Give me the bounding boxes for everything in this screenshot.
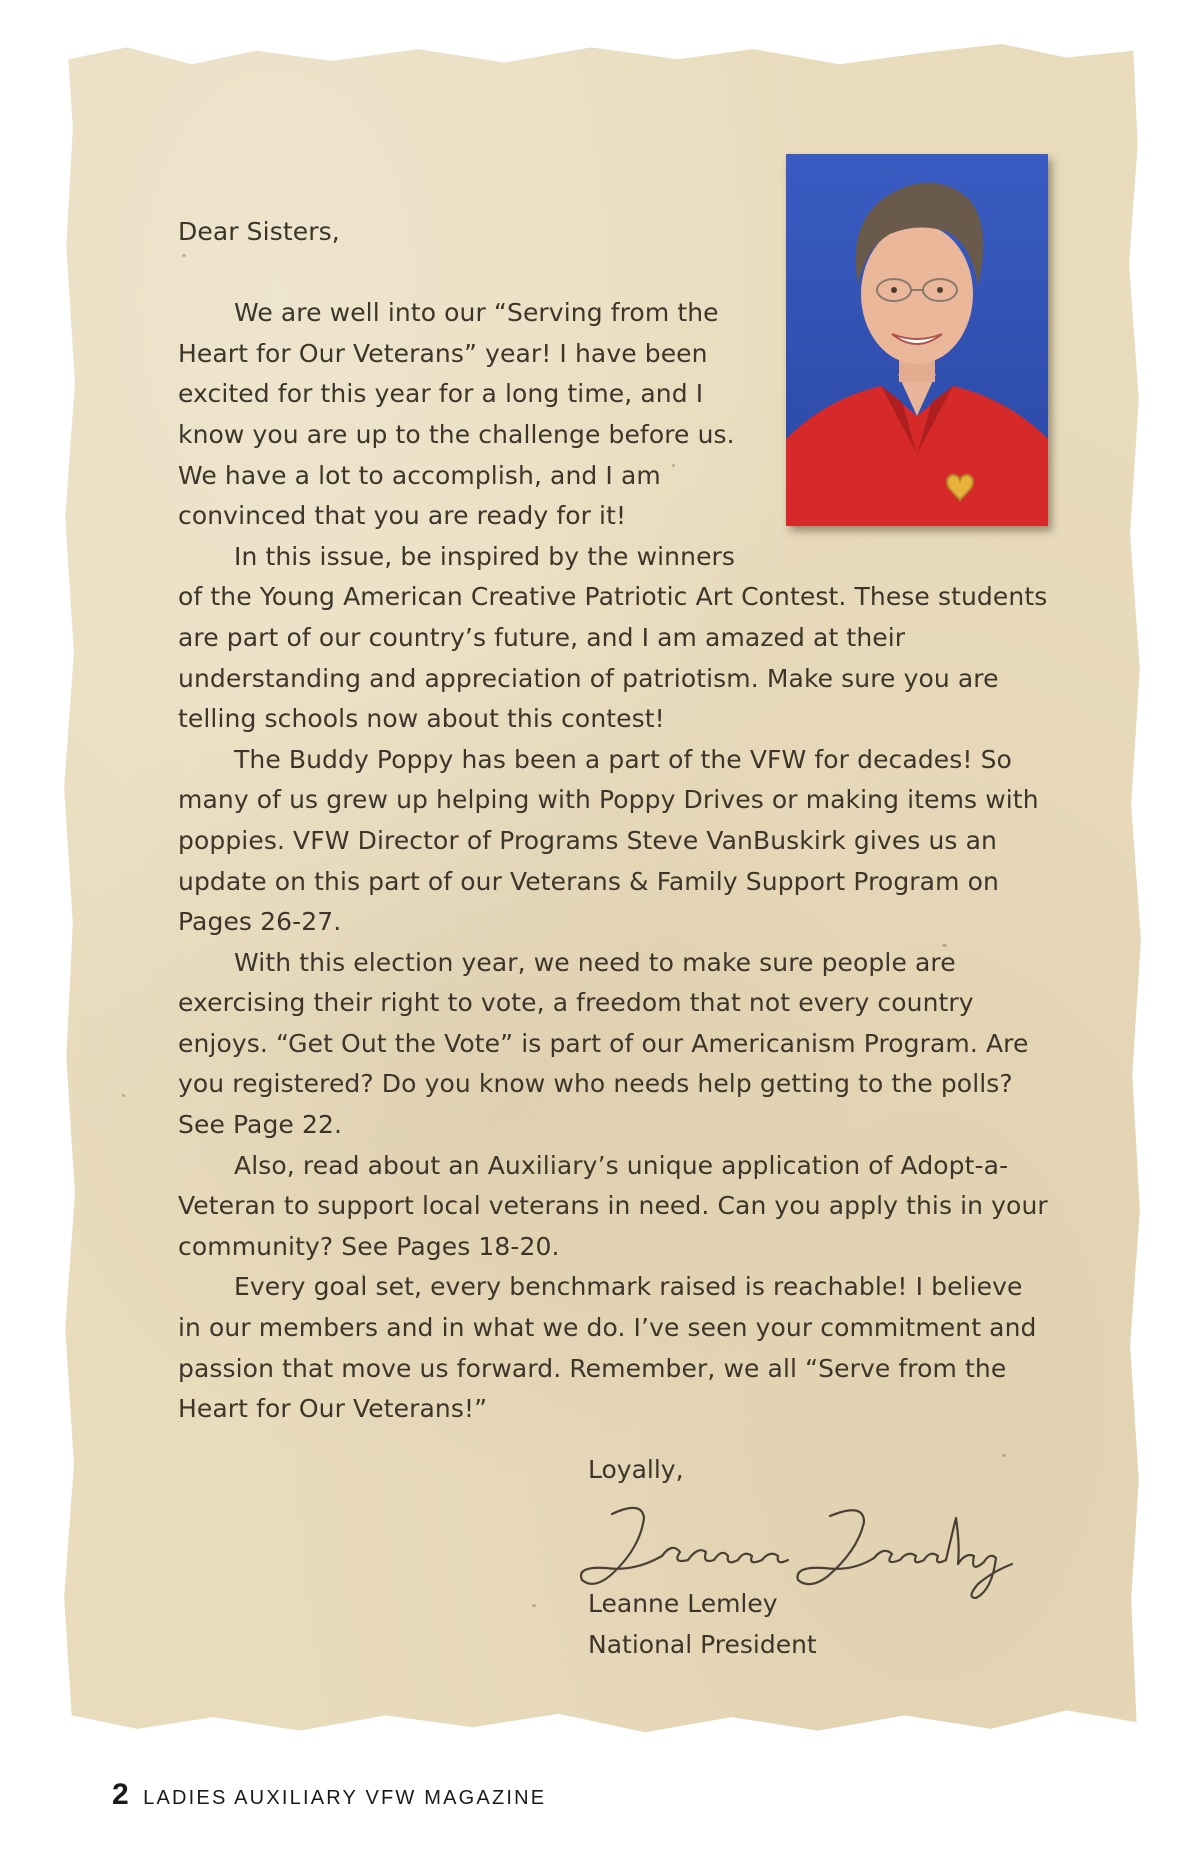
letter-paragraph: In this issue, be inspired by the winners of the Young American Creative Patriotic Art Contest. These students are part of our country’s future, and I am amazed at their understanding and appreciation of patriotism. Make sure you are telling schools now about this contest! <box>178 541 1048 734</box>
letter-body <box>178 212 1048 1430</box>
page-number: 2 <box>112 1778 129 1811</box>
paper-fiber-speck <box>532 1604 536 1607</box>
magazine-name: LADIES AUXILIARY VFW MAGAZINE <box>143 1787 547 1809</box>
paper-fiber-speck <box>122 1094 125 1097</box>
letter-paragraph: Every goal set, every benchmark raised is reachable! I believe in our members and in what we do. I’ve seen your commitment and passion that move us forward. Remember, we all “Serve from the Heart for Our Veterans!” <box>178 1272 1037 1424</box>
letter-paragraph: Also, read about an Auxiliary’s unique application of Adopt-a-Veteran to support local veterans in need. Can you apply this in your community? See Pages 18-20. <box>178 1150 1048 1261</box>
president-photo-frame <box>786 154 1048 526</box>
signer-title: National President <box>588 1629 817 1659</box>
letter-paragraph: We are well into our “Serving from the Heart for Our Veterans” year! I have been excited for this year for a long time, and I know you are up to the challenge before us. We have a lot to accomplish, and I am convinced that you are ready for it! <box>178 298 735 531</box>
president-portrait <box>786 154 1048 526</box>
letter-paragraph: The Buddy Poppy has been a part of the VFW for decades! So many of us grew up helping with Poppy Drives or making items with poppies. VFW Director of Programs Steve VanBuskirk gives us an update on this part of our Veterans & Family Support Program on Pages 26-27. <box>178 744 1039 937</box>
signer-name: Leanne Lemley <box>588 1589 778 1618</box>
page-footer <box>112 1778 546 1812</box>
paper-fiber-speck <box>1002 1454 1006 1457</box>
closing: Loyally, <box>588 1455 684 1484</box>
salutation: Dear Sisters, <box>178 217 340 246</box>
letter-paragraph: With this election year, we need to make sure people are exercising their right to vote, a freedom that not every country enjoys. “Get Out the Vote” is part of our Americanism Program. Are you registered? Do you know who needs help getting to the polls? See Page 22. <box>178 947 1029 1140</box>
signer-block <box>588 1584 817 1665</box>
